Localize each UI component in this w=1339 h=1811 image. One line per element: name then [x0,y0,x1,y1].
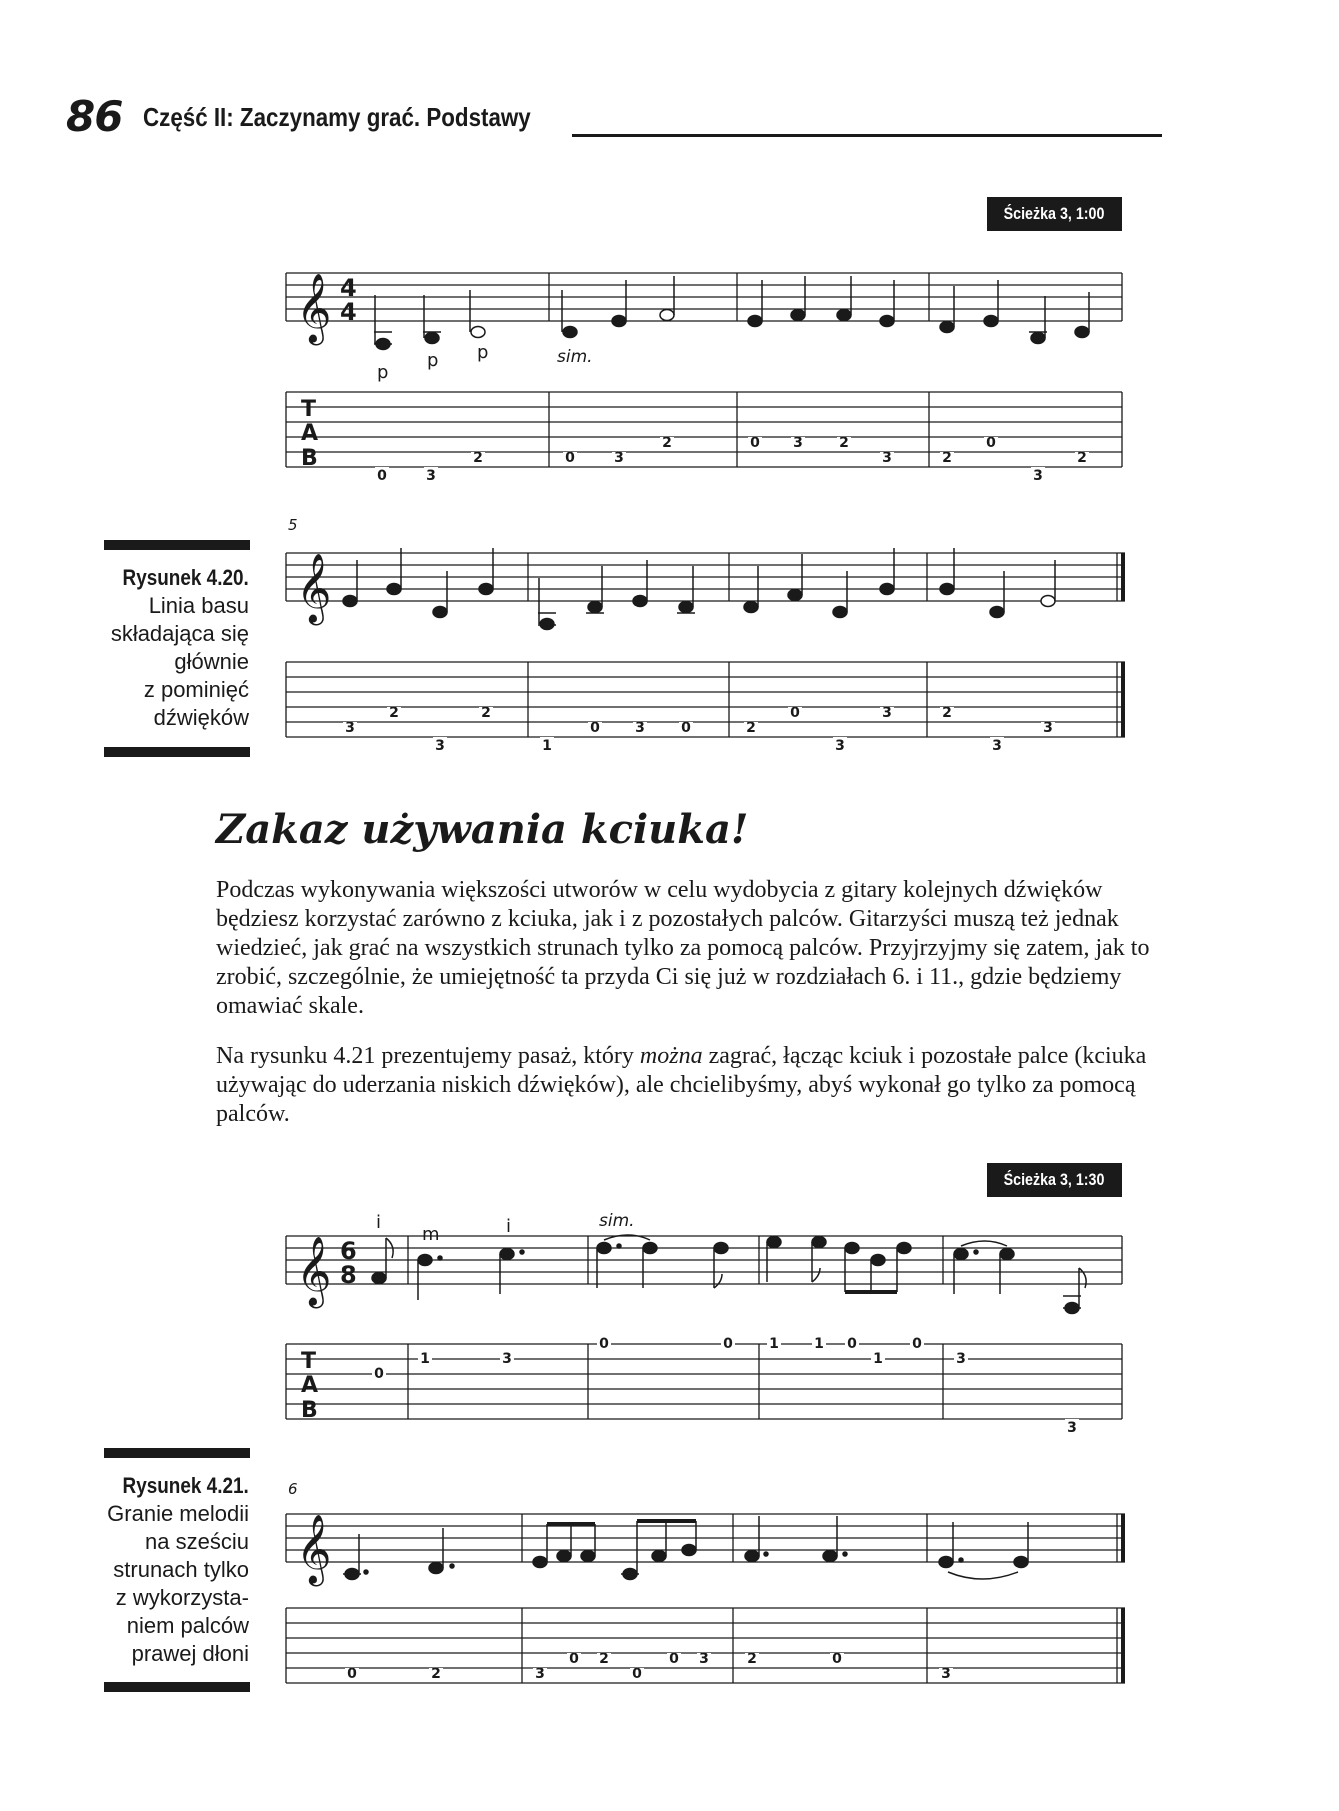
note [652,1551,666,1562]
section-heading: Zakaz używania kciuka! [216,806,749,853]
note [418,1255,432,1266]
note [345,1569,359,1580]
fig420-sys2-tab-lines [286,662,1125,737]
caption-number: Rysunek 4.20. [122,565,249,590]
note [563,327,577,338]
tab-fret: 3 [345,720,355,736]
tab-fret: 2 [473,450,483,466]
sim-marking: sim. [599,1211,635,1231]
tab-fret: 2 [839,435,849,451]
tab-fret: 2 [747,1651,757,1667]
note [767,1237,781,1248]
note [812,1237,826,1248]
note [1014,1557,1028,1568]
note [1065,1303,1079,1314]
tab-fret: 2 [481,705,491,721]
fig420-sys1-frets [375,435,1089,484]
tab-fret: 1 [873,1351,883,1367]
tab-fret: 3 [426,468,436,484]
note [880,584,894,595]
tab-fret: 2 [662,435,672,451]
tab-fret: 1 [814,1336,824,1352]
running-title: Część II: Zaczynamy grać. Podstawy [143,102,531,132]
note [748,316,762,327]
paragraph-1: Podczas wykonywania większości utworów w celu wydobycia z gitary kolejnych dźwięków będziesz korzystać zarówno z kciuka, jak i z pozostałych palców. Gitarzyści muszą też jednak wiedzieć, jak grać na wszystkich strunach tylko za pomocą palców. Przyjrzyjmy się zatem, jak to zrobić, szczególnie, że umiejętność ta przyda Ci się już w rozdziałach 6. i 11., gdzie będziemy omawiać skale. [216,877,1150,1019]
note [745,1551,759,1562]
fig421-sys1-frets [372,1336,1079,1436]
tab-letter-t: T [301,1349,317,1374]
tab-fret: 0 [590,720,600,736]
note [1075,327,1089,338]
figure-4-20-caption [92,564,249,732]
tab-fret: 3 [793,435,803,451]
note [376,339,390,350]
tab-fret: 3 [535,1666,545,1682]
note [954,1249,968,1260]
caption-bar-top [104,540,250,550]
tab-fret: 0 [847,1336,857,1352]
tab-fret: 0 [986,435,996,451]
track-label-fig-4-21: Ścieżka 3, 1:30 [987,1163,1122,1197]
tab-fret: 3 [1067,1420,1077,1436]
fingering-p: p [377,362,389,383]
note [823,1551,837,1562]
fig421-sys2-staff [286,1514,1125,1562]
tab-fret: 1 [769,1336,779,1352]
note [612,316,626,327]
tab-fret: 3 [882,705,892,721]
emphasis-mozna: można [639,1043,703,1069]
note [479,584,493,595]
tab-fret: 0 [669,1651,679,1667]
fig420-sys2-frets [343,705,1055,754]
fingering-i: i [376,1212,382,1233]
note [871,1255,885,1266]
tab-fret: 0 [569,1651,579,1667]
tab-letter-b: B [301,1398,318,1423]
note [940,322,954,333]
caption-number: Rysunek 4.21. [122,1473,249,1498]
note [984,316,998,327]
tab-fret: 0 [632,1666,642,1682]
note [833,607,847,618]
page-number: 86 [66,92,123,141]
caption-bar-bottom [104,1682,250,1692]
note [433,607,447,618]
note [643,1243,657,1254]
tab-fret: 3 [614,450,624,466]
note [1041,596,1055,607]
tab-fret: 3 [956,1351,966,1367]
tab-fret: 0 [347,1666,357,1682]
tab-fret: 2 [746,720,756,736]
measure-number: 5 [288,516,298,534]
fig420-sys2-staff [286,553,1125,601]
note [837,310,851,321]
tab-fret: 3 [1033,468,1043,484]
note [744,602,758,613]
note [940,584,954,595]
note [597,1243,611,1254]
tab-fret: 0 [723,1336,733,1352]
note [429,1563,443,1574]
note [425,333,439,344]
fig421-sys1-tab-lines [286,1344,1122,1419]
note [679,602,693,613]
note [581,1551,595,1562]
time-signature-bottom: 8 [340,1261,357,1289]
fingering-m: m [422,1224,440,1245]
note [588,602,602,613]
note [633,596,647,607]
note [897,1243,911,1254]
measure-number: 6 [288,1480,298,1498]
fig420-sys1-tab-lines [286,392,1122,467]
fingering-p: p [427,350,439,371]
note [623,1569,637,1580]
fig421-sys1-notes [372,1235,1086,1314]
note [845,1243,859,1254]
tab-fret: 0 [565,450,575,466]
tab-fret: 3 [835,738,845,754]
tab-fret: 0 [790,705,800,721]
note [682,1545,696,1556]
tab-fret: 0 [374,1366,384,1382]
note [880,316,894,327]
tab-fret: 2 [942,705,952,721]
note [471,327,485,338]
tab-fret: 3 [699,1651,709,1667]
caption-bar-bottom [104,747,250,757]
figure-4-21-caption [92,1472,249,1668]
fig421-sys2-tab-lines [286,1608,1125,1683]
tab-letter-b: B [301,446,318,471]
note [788,590,802,601]
note [372,1273,386,1284]
tab-fret: 3 [1043,720,1053,736]
tab-fret: 0 [832,1651,842,1667]
tab-fret: 0 [599,1336,609,1352]
caption-text: Granie melodii na sześciu strunach tylko z wykorzysta- niem palców prawej dłoni [107,1501,249,1666]
tab-fret: 0 [681,720,691,736]
note [714,1243,728,1254]
time-signature-top: 6 [340,1237,357,1265]
note [660,310,674,321]
fig420-sys1-staff [286,273,1122,321]
tab-fret: 3 [435,738,445,754]
tab-fret: 3 [882,450,892,466]
tab-fret: 3 [502,1351,512,1367]
tab-fret: 3 [635,720,645,736]
treble-clef-icon: 𝄞 [296,1514,332,1584]
tab-letter-t: T [301,397,317,422]
note [540,619,554,630]
tab-fret: 1 [420,1351,430,1367]
fig420-sys1-notes [374,276,1089,350]
tab-fret: 3 [992,738,1002,754]
note [990,607,1004,618]
tab-fret: 0 [912,1336,922,1352]
caption-bar-top [104,1448,250,1458]
fig421-sys1-staff [286,1236,1122,1284]
tab-letter-a: A [301,421,319,446]
fingering-p: p [477,342,489,363]
note [387,584,401,595]
treble-clef-icon: 𝄞 [296,1236,332,1306]
note [939,1557,953,1568]
treble-clef-icon: 𝄞 [296,273,332,343]
tab-fret: 1 [542,738,552,754]
note [343,596,357,607]
tab-fret: 2 [599,1651,609,1667]
tab-fret: 0 [377,468,387,484]
tab-letter-a: A [301,1373,319,1398]
fingering-i: i [506,1216,512,1237]
tab-fret: 0 [750,435,760,451]
note [500,1249,514,1260]
sim-marking: sim. [557,347,593,367]
time-signature-bottom: 4 [340,298,357,326]
note [533,1557,547,1568]
tab-fret: 2 [431,1666,441,1682]
tab-fret: 2 [1077,450,1087,466]
tab-fret: 3 [941,1666,951,1682]
caption-text: Linia basu składająca się głównie z pominięć dźwięków [110,593,249,730]
note [1031,333,1045,344]
treble-clef-icon: 𝄞 [296,553,332,623]
track-label-fig-4-20: Ścieżka 3, 1:00 [987,197,1122,231]
tab-fret: 2 [389,705,399,721]
time-signature-top: 4 [340,274,357,302]
fig421-sys2-frets [345,1651,953,1682]
note [791,310,805,321]
note [557,1551,571,1562]
tab-fret: 2 [942,450,952,466]
paragraph-2: Na rysunku 4.21 prezentujemy pasaż, który można zagrać, łącząc kciuk i pozostałe palce (kciuka używając do uderzania niskich dźwięków), ale chcielibyśmy, abyś wykonał go tylko za pomocą palców. [216,1043,1147,1127]
note [1000,1249,1014,1260]
